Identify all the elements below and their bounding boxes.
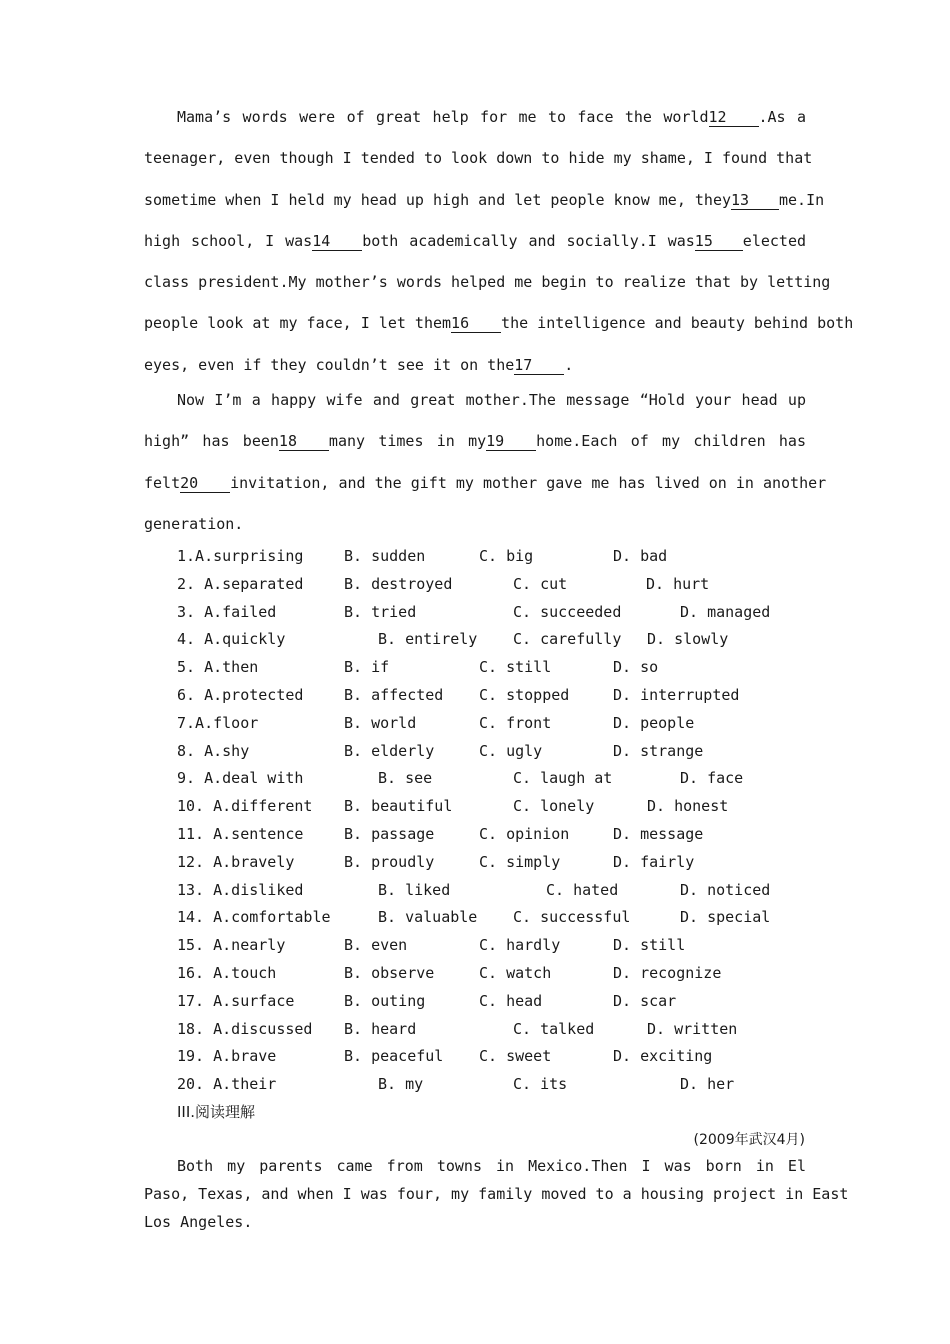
paragraph-1: [144, 107, 854, 396]
option-c: C. still: [479, 658, 552, 677]
question-row: [177, 547, 817, 575]
option-c: C. succeeded: [513, 602, 622, 621]
option-b: B. see: [378, 769, 433, 788]
option-c: C. hardly: [479, 936, 561, 955]
option-d: D. hurt: [646, 574, 710, 593]
option-b: B. affected: [344, 686, 444, 704]
option-d: D. message: [613, 825, 704, 843]
option-a: 20. A.their: [177, 1075, 277, 1094]
question-row: [177, 603, 817, 631]
option-c: C. opinion: [479, 825, 570, 843]
question-row: [177, 742, 817, 770]
question-row: [177, 853, 817, 881]
option-b: B. elderly: [344, 741, 435, 760]
option-a: 17. A.surface: [177, 991, 295, 1010]
option-d: D. scar: [613, 991, 677, 1010]
option-a: 2. A.separated: [177, 574, 304, 593]
option-c: C. ugly: [479, 741, 543, 760]
option-b: B. sudden: [344, 547, 426, 565]
text-line: eyes, even if they couldn’t see it on the17 .: [144, 355, 574, 374]
option-a: 14. A.comfortable: [177, 908, 331, 927]
text-line: Los Angeles.: [144, 1212, 253, 1231]
question-row: [177, 686, 817, 714]
option-c: C. hated: [546, 880, 619, 899]
option-d: D. still: [613, 936, 686, 955]
text-line: sometime when I held my head up high and let people know me, they13 me.In: [144, 190, 825, 209]
question-row: [177, 992, 817, 1020]
option-c: C. stopped: [479, 686, 570, 704]
option-a: 5. A.then: [177, 658, 259, 677]
option-b: B. even: [344, 936, 408, 955]
text-line: Both my parents came from towns in Mexico.Then I was born in El: [177, 1157, 806, 1175]
option-d: D. honest: [647, 797, 729, 816]
question-row: [177, 1020, 817, 1048]
option-b: B. valuable: [378, 908, 478, 927]
question-row: [177, 575, 817, 603]
option-b: B. outing: [344, 991, 426, 1010]
option-d: D. face: [680, 769, 744, 788]
option-c: C. simply: [479, 852, 561, 871]
question-row: [177, 658, 817, 686]
blank-19: 19: [486, 433, 536, 451]
option-c: C. lonely: [513, 797, 595, 816]
option-b: B. peaceful: [344, 1047, 444, 1066]
blank-18: 18: [279, 433, 329, 451]
text-line: class president.My mother’s words helped me begin to realize that by letting: [144, 273, 831, 292]
option-b: B. beautiful: [344, 797, 453, 816]
text-line: generation.: [144, 514, 244, 533]
option-b: B. entirely: [378, 630, 478, 649]
option-b: B. my: [378, 1075, 424, 1094]
option-c: C. successful: [513, 908, 631, 927]
option-a: 12. A.bravely: [177, 852, 295, 871]
source-note: (2009年武汉4月): [693, 1132, 805, 1148]
option-b: B. heard: [344, 1019, 417, 1038]
option-b: B. destroyed: [344, 574, 453, 593]
option-b: B. if: [344, 658, 390, 677]
option-b: B. liked: [378, 880, 451, 899]
option-d: D. so: [613, 658, 659, 677]
text-line: people look at my face, I let them16 the intelligence and beauty behind both: [144, 314, 854, 333]
question-row: [177, 630, 817, 658]
question-row: [177, 936, 817, 964]
option-c: C. cut: [513, 574, 568, 593]
option-d: D. people: [613, 713, 695, 732]
question-row: [177, 1075, 817, 1103]
option-d: D. recognize: [613, 964, 722, 982]
text-line: teenager, even though I tended to look down to hide my shame, I found that: [144, 149, 813, 168]
question-row: [177, 908, 817, 936]
question-row: [177, 1047, 817, 1075]
option-b: B. observe: [344, 964, 435, 982]
paragraph-2: [144, 390, 827, 555]
paragraph-3: [144, 1157, 849, 1240]
option-c: C. sweet: [479, 1047, 552, 1066]
option-d: D. noticed: [680, 880, 771, 899]
blank-16: 16: [451, 315, 501, 333]
option-d: D. fairly: [613, 852, 695, 871]
option-c: C. front: [479, 713, 552, 732]
option-a: 19. A.brave: [177, 1047, 277, 1066]
text-line: high” has been18 many times in my19 home.Each of my children has: [144, 432, 806, 451]
text-line: Paso, Texas, and when I was four, my family moved to a housing project in East: [144, 1184, 849, 1203]
option-c: C. its: [513, 1075, 568, 1094]
question-row: [177, 825, 817, 853]
option-d: D. written: [647, 1019, 738, 1038]
option-a: 3. A.failed: [177, 602, 277, 621]
option-a: 9. A.deal with: [177, 769, 304, 788]
option-a: 11. A.sentence: [177, 825, 304, 843]
option-d: D. bad: [613, 547, 668, 565]
option-a: 13. A.disliked: [177, 880, 304, 899]
blank-17: 17: [514, 357, 564, 375]
question-row: [177, 881, 817, 909]
option-c: C. head: [479, 991, 543, 1010]
option-c: C. big: [479, 547, 534, 565]
question-row: [177, 964, 817, 992]
option-a: 1.A.surprising: [177, 547, 304, 565]
option-a: 16. A.touch: [177, 964, 277, 982]
option-a: 7.A.floor: [177, 713, 259, 732]
text-line: Now I’m a happy wife and great mother.The message “Hold your head up: [177, 391, 806, 409]
option-d: D. interrupted: [613, 686, 740, 704]
blank-13: 13: [731, 192, 779, 210]
option-b: B. tried: [344, 602, 417, 621]
question-row: [177, 797, 817, 825]
option-d: D. slowly: [647, 630, 729, 649]
option-a: 18. A.discussed: [177, 1019, 313, 1038]
blank-12: 12: [709, 109, 759, 127]
option-c: C. carefully: [513, 630, 622, 649]
text-line: felt20 invitation, and the gift my mother gave me has lived on in another: [144, 473, 827, 492]
option-c: C. laugh at: [513, 769, 613, 788]
text-line: high school, I was14 both academically and socially.I was15 elected: [144, 231, 807, 250]
option-c: C. watch: [479, 964, 552, 982]
option-b: B. world: [344, 713, 417, 732]
text-line: Mama’s words were of great help for me to face the world12 .As a: [177, 108, 806, 126]
option-a: 10. A.different: [177, 797, 313, 816]
option-a: 6. A.protected: [177, 686, 304, 704]
option-a: 15. A.nearly: [177, 936, 286, 955]
option-d: D. exciting: [613, 1047, 713, 1066]
option-d: D. special: [680, 908, 771, 927]
question-row: [177, 714, 817, 742]
blank-20: 20: [180, 475, 230, 493]
option-b: B. proudly: [344, 852, 435, 871]
option-d: D. strange: [613, 741, 704, 760]
option-a: 8. A.shy: [177, 741, 250, 760]
option-b: B. passage: [344, 825, 435, 843]
option-d: D. her: [680, 1075, 735, 1094]
option-c: C. talked: [513, 1019, 595, 1038]
blank-14: 14: [312, 233, 362, 251]
section-heading: III.阅读理解: [177, 1103, 256, 1121]
option-d: D. managed: [680, 602, 771, 621]
question-row: [177, 769, 817, 797]
blank-15: 15: [695, 233, 743, 251]
option-a: 4. A.quickly: [177, 630, 286, 649]
